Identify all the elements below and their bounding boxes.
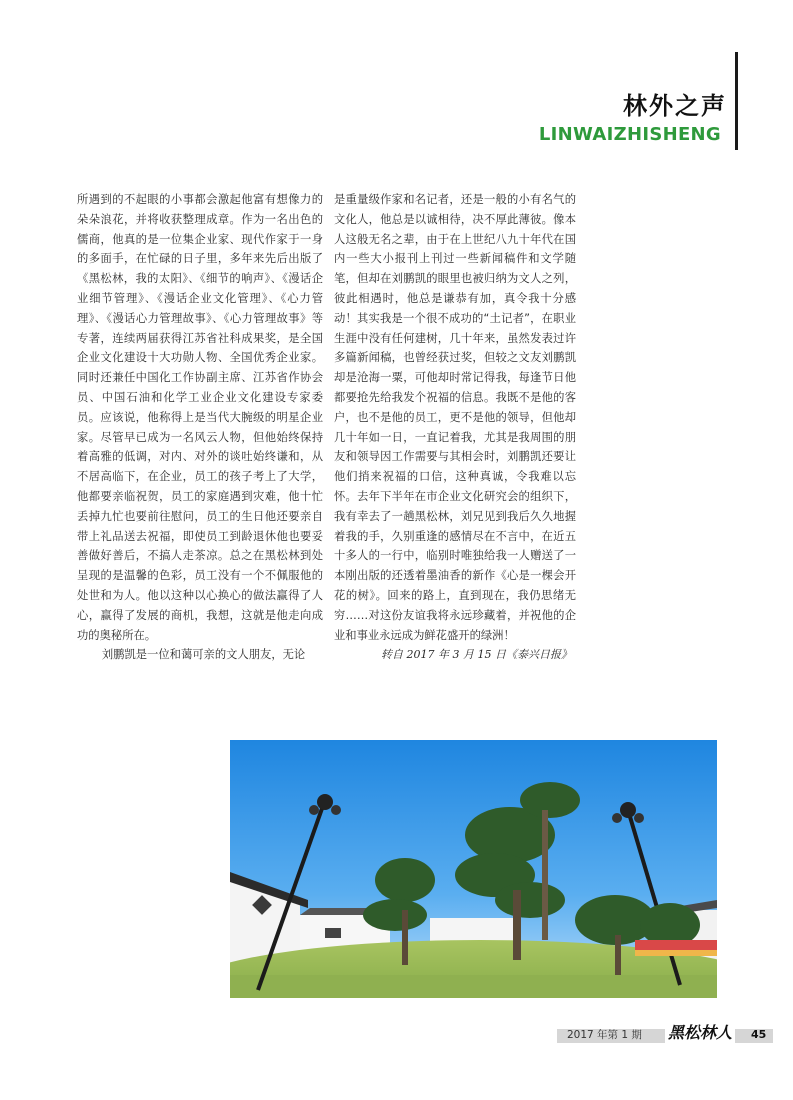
issue-label: 2017 年第 1 期 xyxy=(567,1029,642,1041)
article-photo xyxy=(230,740,717,998)
article-column-right xyxy=(334,190,576,665)
section-title: 林外之声 xyxy=(623,92,727,120)
page-number: 45 xyxy=(751,1028,767,1041)
section-pinyin: LINWAIZHISHENG xyxy=(538,124,721,145)
article-paragraph: 刘鹏凯是一位和蔼可亲的文人朋友，无论 xyxy=(101,648,306,662)
article-paragraph: 所遇到的不起眼的小事都会激起他富有想像力的朵朵浪花，并将收获整理成章。作为一名出色的儒商，他真的是一位集企业家、现代作家于一身的多面手，在忙碌的日子里，多年来先后出版了《黑松林，我的太阳》、《细节的响声》、《漫话企业细节管理》、《漫话企业文化管理》、《心力管理》、《漫话心力管理故事》、《心力管理故事》等专著，连续两届获得江苏省社科成果奖，是全国企业文化建设十大功勋人物、全国优秀企业家。同时还兼任中国化工作协副主席、江苏省作协会员、中国石油和化学工业企业文化建设专家委员。应该说，他称得上是当代大腕级的明星企业家。尽管早已成为一名风云人物，但他始终保持着高雅的低调，对内、对外的谈吐始终谦和，从不居高临下，在企业，员工的孩子考上了大学，他都要亲临祝贺，员工的家庭遇到灾难，他十忙丢掉九忙也要前往慰问，员工的生日他还要亲自带上礼品送去祝福，即使员工到龄退休他也要妥善做好善后，不搞人走茶凉。总之在黑松林到处呈现的是温馨的色彩，员工没有一个不佩服他的处世和为人。他以这种以心换心的做法赢得了人心，赢得了发展的商机，我想，这就是他走向成功的奥秘所在。 xyxy=(77,193,323,642)
magazine-logo: 黑松林人 xyxy=(665,1022,735,1044)
source-note: 转自 2017 年 3 月 15 日《泰兴日报》 xyxy=(381,648,572,662)
article-paragraph: 是重量级作家和名记者，还是一般的小有名气的文化人，他总是以诚相待，决不厚此薄彼。像本人这般无名之辈，由于在上世纪八九十年代在国内一些大小报刊上刊过一些新闻稿件和文学随笔，但却在刘鹏凯的眼里也被归纳为文人之列，彼此相遇时，他总是谦恭有加，真令我十分感动！其实我是一个很不成功的“土记者”，在职业生涯中没有任何建树，几十年来，虽然发表过许多篇新闻稿，也曾经获过奖，但较之文友刘鹏凯却是沧海一粟，可他却时常记得我，每逢节日他都要抢先给我发个祝福的信息。我既不是他的客户，也不是他的员工，更不是他的领导，但他却几十年如一日，一直记着我，尤其是我周围的朋友和领导因工作需要与其相会时，刘鹏凯还要让他们捎来祝福的口信，这种真诚，令我难以忘怀。去年下半年在市企业文化研究会的组织下，我有幸去了一趟黑松林，刘兄见到我后久久地握着我的手，久别重逢的感情尽在不言中，在近五十多人的一行中，临别时唯独给我一人赠送了一本刚出版的还透着墨油香的新作《心是一棵会开花的树》。回来的路上，直到现在，我仍思绪无穷……对这份友谊我将永远珍藏着，并祝他的企业和事业永远成为鲜花盛开的绿洲！ xyxy=(334,193,576,642)
article-column-left xyxy=(77,190,323,665)
park-photo-illustration xyxy=(230,740,717,998)
header-divider xyxy=(735,52,738,150)
